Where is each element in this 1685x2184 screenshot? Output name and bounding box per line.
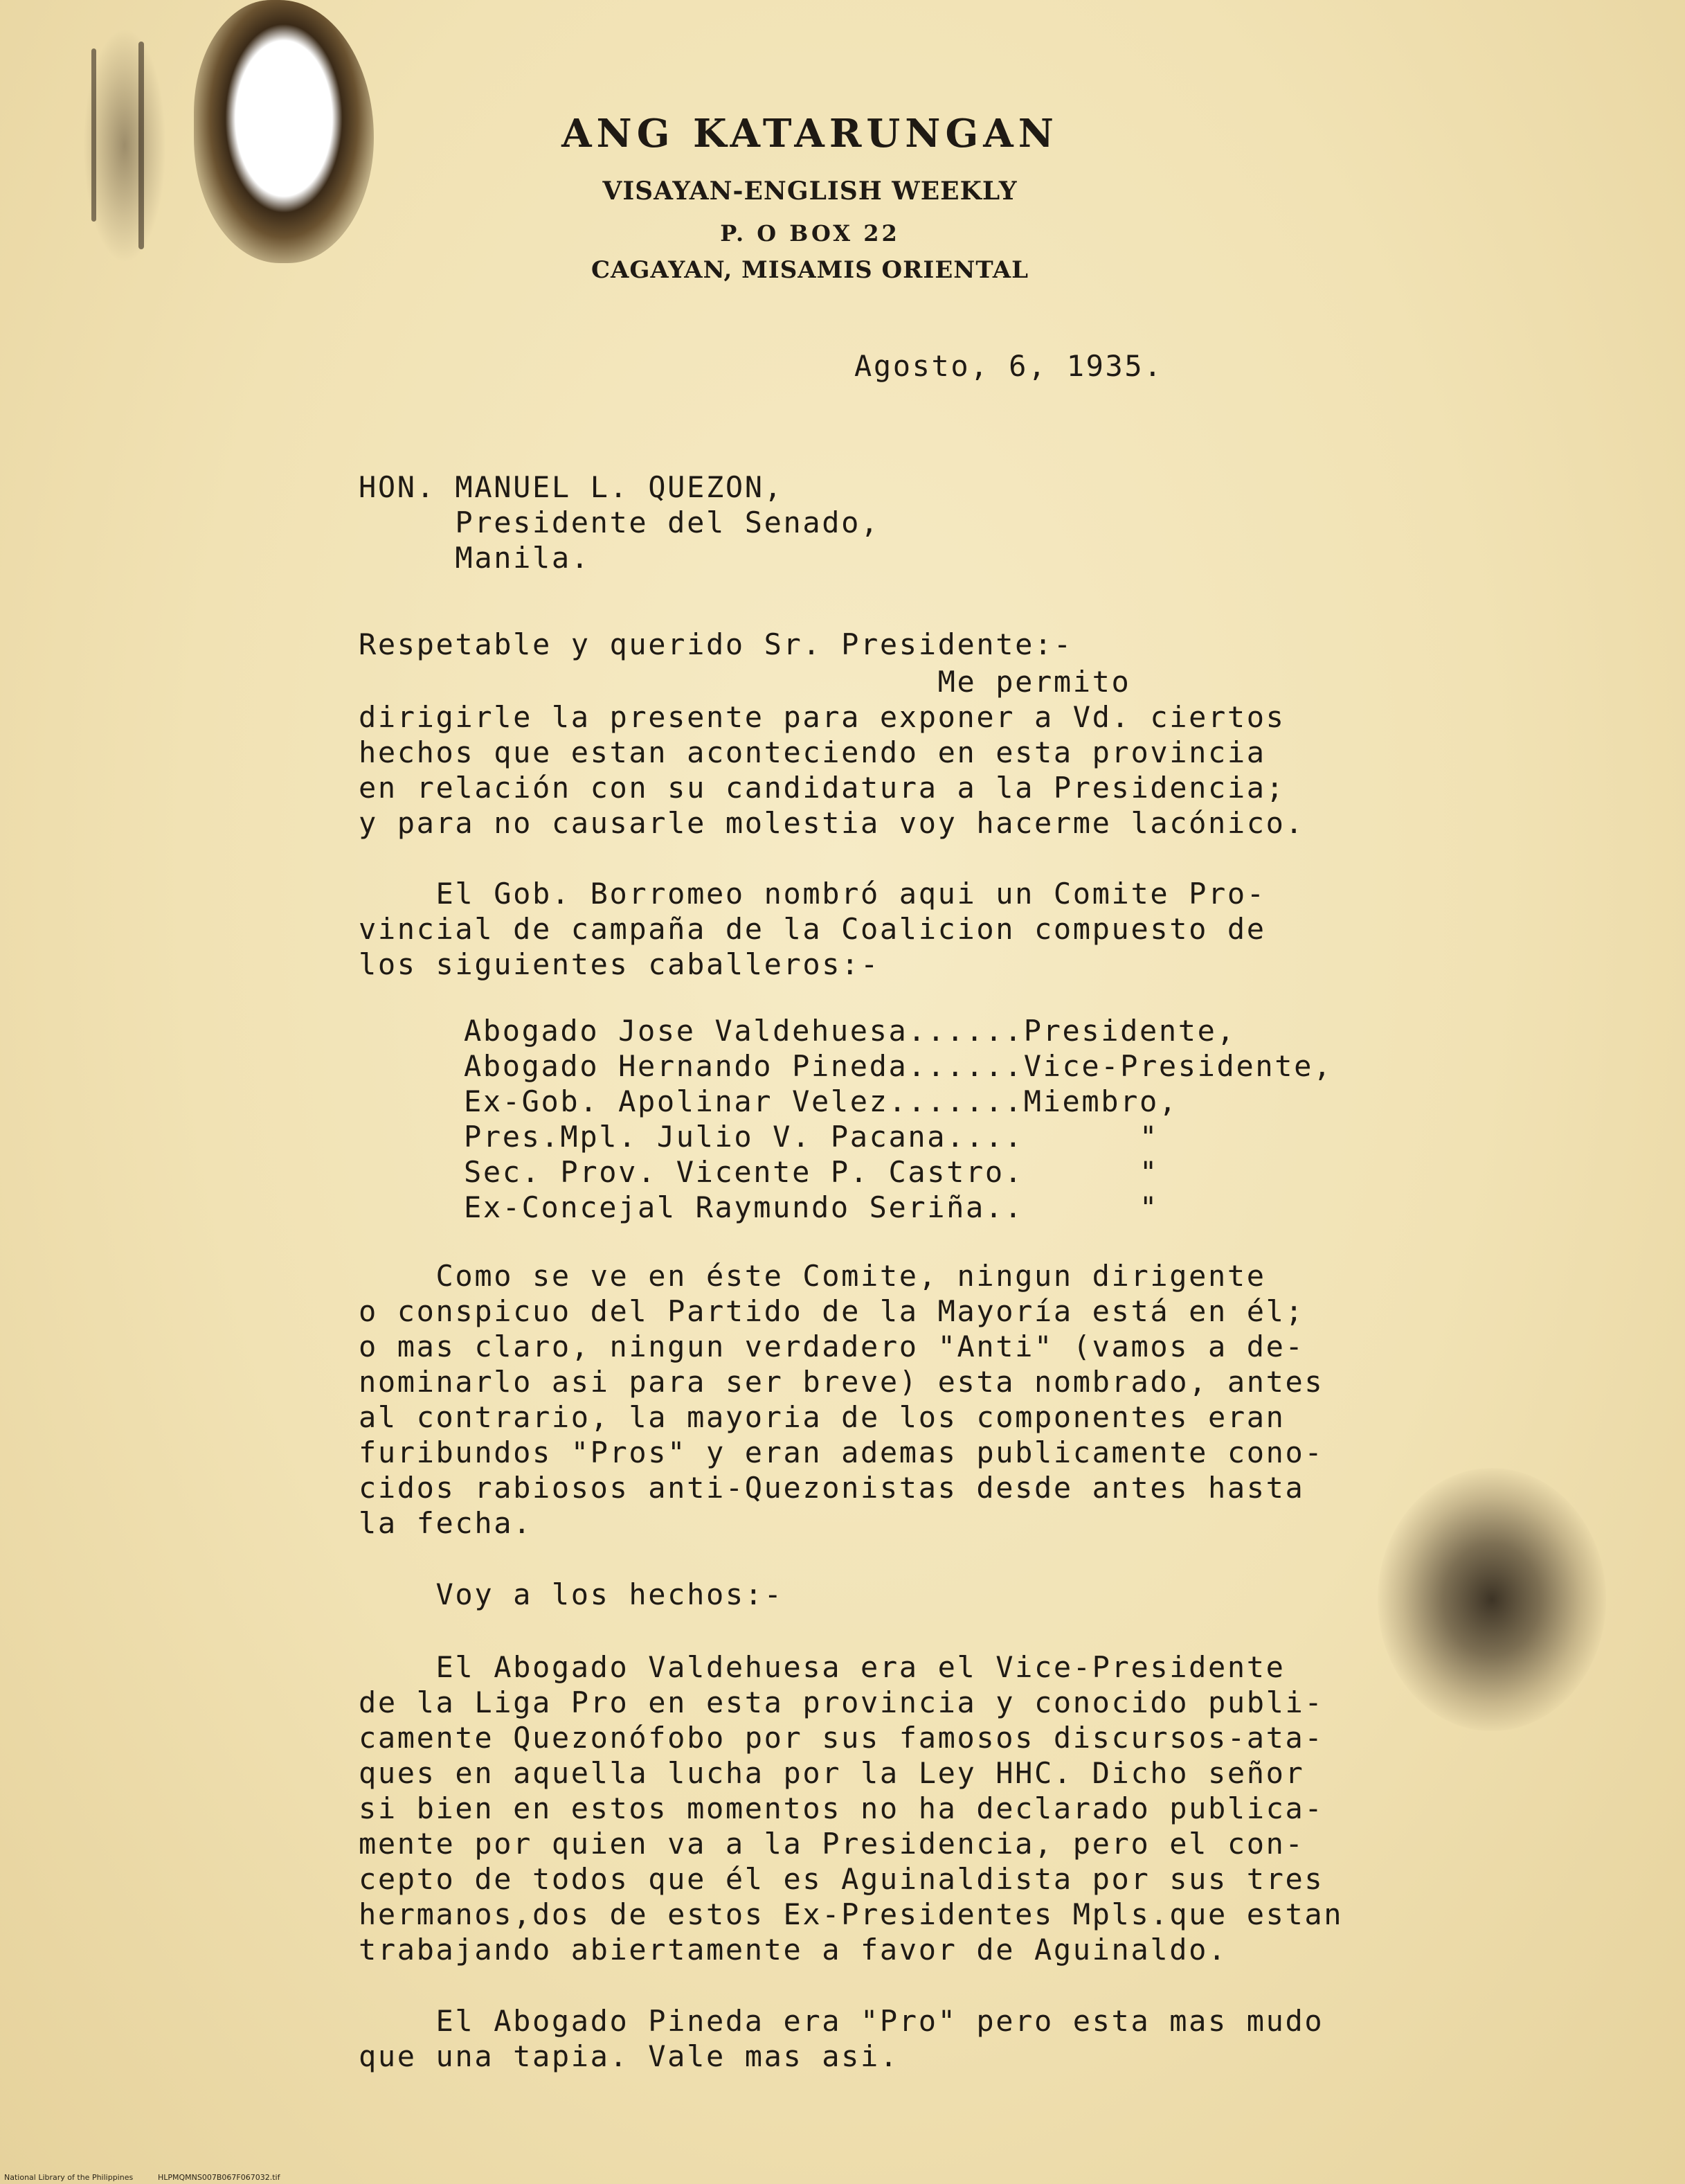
recipient-line: Manila. xyxy=(359,541,591,575)
committee-member: Abogado Jose Valdehuesa......Presidente, xyxy=(464,1014,1236,1048)
paragraph-line: y para no causarle molestia voy hacerme lacónico. xyxy=(359,806,1305,840)
recipient-line: Presidente del Senado, xyxy=(359,505,880,539)
paragraph-line: al contrario, la mayoria de los componentes eran xyxy=(359,1400,1286,1434)
paragraph-line: los siguientes caballeros:- xyxy=(359,947,880,981)
paragraph-line: la fecha. xyxy=(359,1506,532,1540)
committee-member: Abogado Hernando Pineda......Vice-Presidente, xyxy=(464,1049,1333,1083)
paragraph-line: ques en aquella lucha por la Ley HHC. Dicho señor xyxy=(359,1756,1305,1790)
paragraph-line: que una tapia. Vale mas asi. xyxy=(359,2039,899,2073)
paragraph-line: en relación con su candidatura a la Presidencia; xyxy=(359,771,1286,805)
paragraph-line: Como se ve en éste Comite, ningun dirigente xyxy=(359,1259,1266,1293)
paragraph-line: dirigirle la presente para exponer a Vd. ciertos xyxy=(359,700,1286,734)
paragraph-line: furibundos "Pros" y eran ademas publicamente cono- xyxy=(359,1435,1324,1469)
paragraph-line: o mas claro, ningun verdadero "Anti" (vamos a de- xyxy=(359,1330,1305,1363)
letterhead-subtitle: VISAYAN-ENGLISH WEEKLY xyxy=(602,177,1018,206)
committee-member: Ex-Gob. Apolinar Velez.......Miembro, xyxy=(464,1084,1178,1118)
paragraph-4: Voy a los hechos:- xyxy=(359,1577,784,1611)
letter-date: Agosto, 6, 1935. xyxy=(854,349,1164,383)
paragraph-line: El Gob. Borromeo nombró aqui un Comite Pro- xyxy=(359,877,1266,911)
paragraph-line: de la Liga Pro en esta provincia y conocido publi- xyxy=(359,1685,1324,1719)
paragraph-line: El Abogado Valdehuesa era el Vice-Presidente xyxy=(359,1650,1286,1684)
paragraph-line: hermanos,dos de estos Ex-Presidentes Mpls.que estan xyxy=(359,1897,1344,1931)
paragraph-line: El Abogado Pineda era "Pro" pero esta mas mudo xyxy=(359,2004,1324,2038)
committee-member: Pres.Mpl. Julio V. Pacana.... " xyxy=(464,1120,1159,1154)
letterhead-location: CAGAYAN, MISAMIS ORIENTAL xyxy=(591,256,1029,284)
letterhead-title: ANG KATARUNGAN xyxy=(561,111,1058,156)
paragraph-line: si bien en estos momentos no ha declarado publica- xyxy=(359,1791,1324,1825)
committee-member: Sec. Prov. Vicente P. Castro. " xyxy=(464,1155,1159,1189)
paragraph-line: cepto de todos que él es Aguinaldista por sus tres xyxy=(359,1862,1324,1896)
paragraph-line: cidos rabiosos anti-Quezonistas desde antes hasta xyxy=(359,1471,1305,1505)
paragraph-line: trabajando abiertamente a favor de Aguinaldo. xyxy=(359,1933,1227,1967)
paragraph-line: nominarlo asi para ser breve) esta nombrado, antes xyxy=(359,1365,1324,1399)
footer-file: HLPMQMNS007B067F067032.tif xyxy=(158,2173,280,2182)
footer-library: National Library of the Philippines xyxy=(4,2173,134,2182)
paragraph-line: camente Quezonófobo por sus famosos discursos-ata- xyxy=(359,1721,1324,1755)
stain-mark-right xyxy=(1378,1468,1606,1731)
recipient-line: HON. MANUEL L. QUEZON, xyxy=(359,470,784,504)
paragraph-line: hechos que estan aconteciendo en esta provincia xyxy=(359,735,1266,769)
salutation: Respetable y querido Sr. Presidente:- xyxy=(359,627,1073,661)
paragraph-line: mente por quien va a la Presidencia, pero el con- xyxy=(359,1827,1305,1861)
paragraph-line: Me permito xyxy=(359,665,1131,699)
paragraph-line: o conspicuo del Partido de la Mayoría está en él; xyxy=(359,1294,1305,1328)
committee-member: Ex-Concejal Raymundo Seriña.. " xyxy=(464,1190,1159,1224)
letterhead-po-box: P. O BOX 22 xyxy=(720,220,900,247)
paragraph-line: vincial de campaña de la Coalicion compuesto de xyxy=(359,912,1266,946)
